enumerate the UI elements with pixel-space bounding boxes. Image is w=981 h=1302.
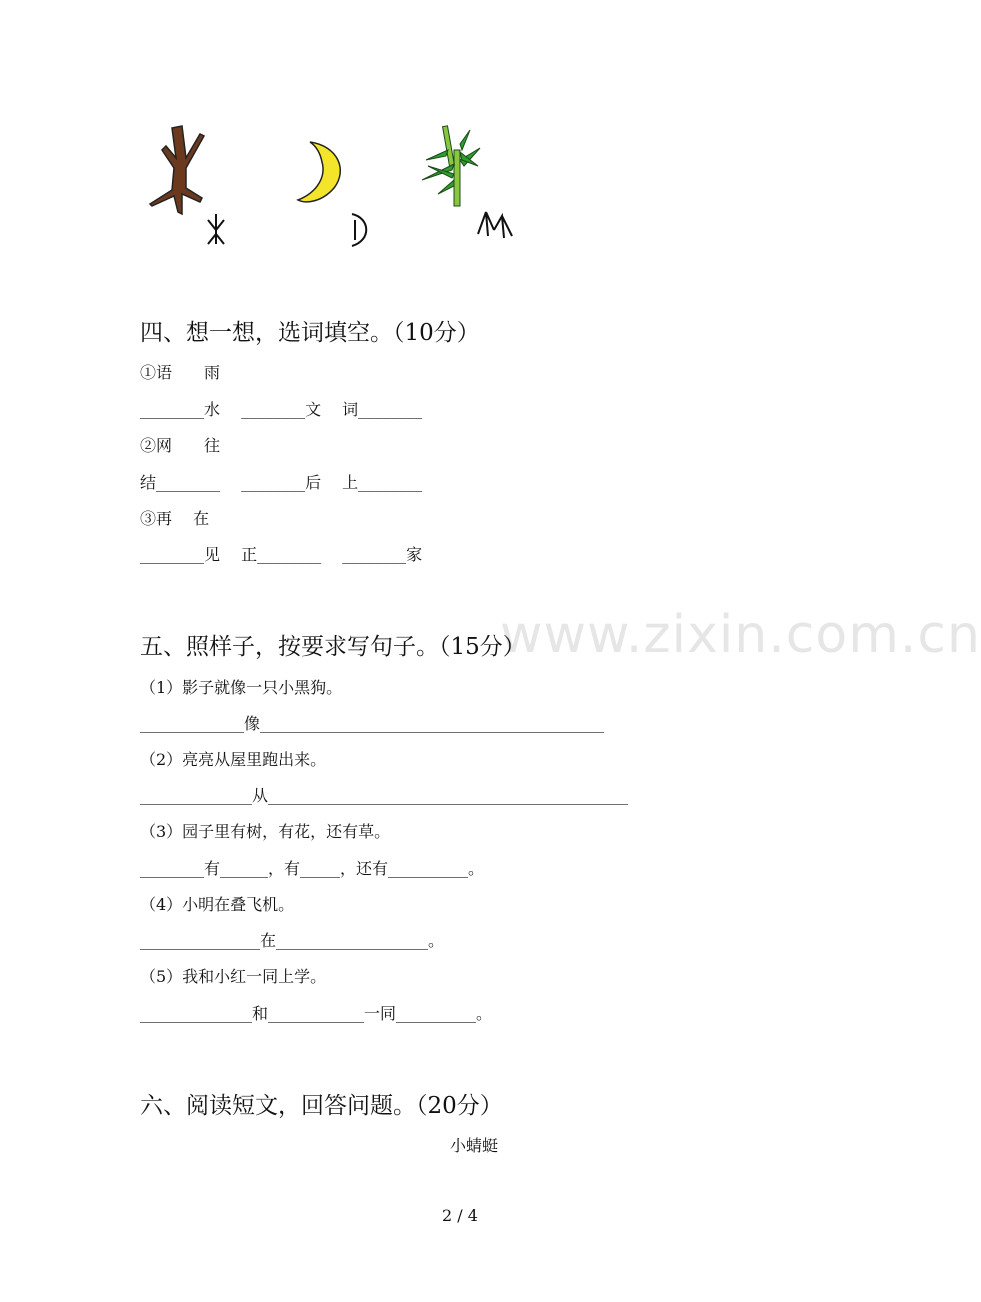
section5-line: （5）我和小红一同上学。 <box>140 967 327 986</box>
section4-title: 四、想一想，选词填空。（10分） <box>140 320 480 346</box>
section5-line: （4）小明在叠飞机。 <box>140 895 295 914</box>
bamboo-oracle-icon <box>478 212 512 238</box>
passage-title: 小蜻蜓 <box>450 1136 499 1155</box>
moon-icon <box>298 142 340 202</box>
section4-line: ________水 ________文 词________ <box>140 400 423 419</box>
section5-line: （2）亮亮从屋里跑出来。 <box>140 750 327 769</box>
page-number: 2 / 4 <box>442 1206 478 1225</box>
section6-title: 六、阅读短文，回答问题。（20分） <box>140 1093 503 1119</box>
section4-line: ③再 在 <box>140 509 210 528</box>
section5-line: ______________从_____________________________________________ <box>140 786 629 805</box>
bamboo-icon <box>422 126 480 206</box>
section5-line: ________有______，有_____，还有__________。 <box>140 859 485 878</box>
tree-icon <box>150 126 204 214</box>
section4-line: ①语 雨 <box>140 363 221 382</box>
section5-line: （3）园子里有树，有花，还有草。 <box>140 822 391 841</box>
pictograph-row <box>138 120 518 260</box>
section5-line: _______________在___________________。 <box>140 931 445 950</box>
section5-line: _____________像___________________________________________ <box>140 714 605 733</box>
watermark: www.zixin.com.cn <box>500 605 981 665</box>
moon-oracle-icon <box>352 214 366 246</box>
section5-line: ______________和____________一同__________。 <box>140 1004 493 1023</box>
section4-line: ②网 往 <box>140 436 221 455</box>
section5-line: （1）影子就像一只小黑狗。 <box>140 678 343 697</box>
tree-oracle-icon <box>208 214 224 244</box>
section4-line: 结________ ________后 上________ <box>140 473 423 492</box>
section5-title: 五、照样子，按要求写句子。（15分） <box>140 634 526 660</box>
section4-line: ________见 正________ ________家 <box>140 545 423 564</box>
